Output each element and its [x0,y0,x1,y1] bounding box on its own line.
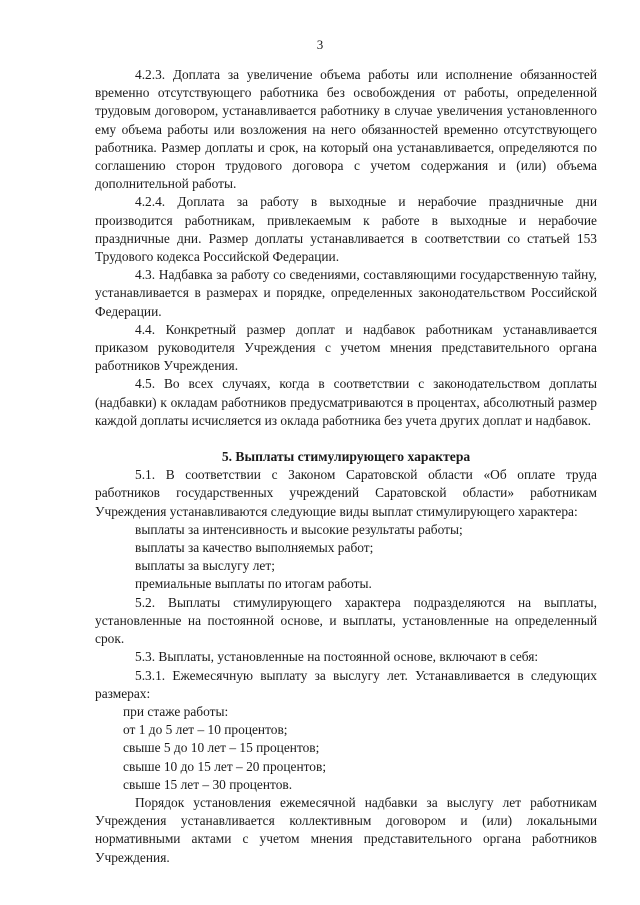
section-5-title: 5. Выплаты стимулирующего характера [221,449,471,465]
paragraph-4-2-3: 4.2.3. Доплата за увеличение объема работы или исполнение обязанностей временно отсутствующего работника без освобождения от работы, определенной трудовым договором, устанавливается работнику в случае увеличения установленного ему объема работы или возложения на него обязанностей временно отсутствующего работника. Размер доплаты и срок, на который она устанавливается, определяются по соглашению сторон трудового договора с учетом содержания и (или) объема дополнительной работы. [95,67,597,192]
list-item: премиальные выплаты по итогам работы. [135,576,372,592]
list-item: выплаты за качество выполняемых работ; [135,540,374,556]
list-lead: при стаже работы: [123,703,229,719]
page-number: 3 [316,37,324,52]
document-body [95,66,597,867]
paragraph-5-2: 5.2. Выплаты стимулирующего характера подразделяются на выплаты, установленные на постоянной основе, и выплаты, установленные на определенный срок. [95,594,597,647]
paragraph-5-3-1: 5.3.1. Ежемесячную выплату за выслугу лет. Устанавливается в следующих размерах: [95,667,597,701]
paragraph-5-3: 5.3. Выплаты, установленные на постоянной основе, включают в себя: [135,649,539,665]
paragraph-4-5: 4.5. Во всех случаях, когда в соответствии с законодательством доплаты (надбавки) к окладам работников предусматриваются в процентах, абсолютный размер каждой доплаты исчисляется из оклада работника без учета других доплат и надбавок. [95,376,597,428]
paragraph-4-4: 4.4. Конкретный размер доплат и надбавок работникам устанавливается приказом руководителя Учреждения с учетом мнения представительного органа работников Учреждения. [95,321,597,374]
paragraph-order: Порядок установления ежемесячной надбавки за выслугу лет работникам Учреждения устанавливается коллективным договором и (или) локальными нормативными актами с учетом мнения представительного органа работников Учреждения. [95,794,597,865]
paragraph-4-2-4: 4.2.4. Доплата за работу в выходные и нерабочие праздничные дни производится работникам, привлекаемым к работе в выходные и нерабочие праздничные дни. Размер доплаты устанавливается в соответствии со статьей 153 Трудового кодекса Российской Федерации. [95,194,597,265]
list-item: от 1 до 5 лет – 10 процентов; [123,722,288,738]
paragraph-5-1: 5.1. В соответствии с Законом Саратовской области «Об оплате труда работников государственных учреждений Саратовской области» работникам Учреждения устанавливаются следующие виды выплат стимулирующего характера: [95,467,597,519]
list-item: свыше 15 лет – 30 процентов. [123,776,293,792]
paragraph-4-3: 4.3. Надбавка за работу со сведениями, составляющими государственную тайну, устанавливается в размерах и порядке, определенных законодательством Российской Федерации. [95,267,597,319]
list-item: выплаты за интенсивность и высокие результаты работы; [135,521,463,537]
list-item: свыше 5 до 10 лет – 15 процентов; [123,740,320,756]
list-item: свыше 10 до 15 лет – 20 процентов; [123,758,327,774]
list-item: выплаты за выслугу лет; [135,558,275,574]
